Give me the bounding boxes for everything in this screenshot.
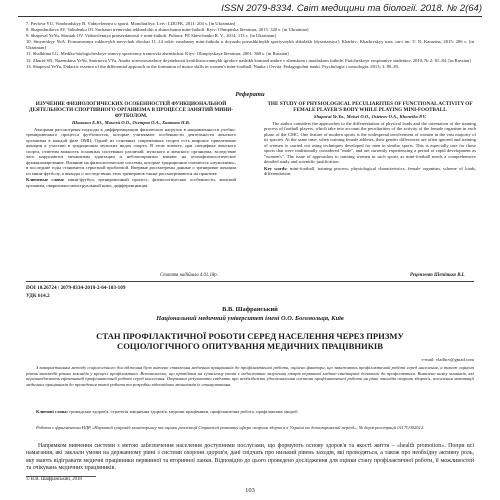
article-intro-paragraph: Напрямком вивчення системи з метою забезпечення населення доступними послугами, що формують основу здоров'я та якості життя – «health promotion». Попри всі намагання, які заклали умови на державному рівні з системи охорони здоров'я, дані свідчать про низький рівень заходів, які проводяться, а також про необхідну активну роль, яку мають відігравати медичні працівники первинної та вторинної ланки. Відповідно до цього проведено дослідження для оцінки стану профілактичної роботи, її можливостей та очікувань медичних працівників. bbox=[26, 443, 474, 471]
abstract-keywords bbox=[264, 166, 476, 177]
keywords-text: mini-football, training process, physiological characteristics, female organism, scheme of loads, differentiation. bbox=[264, 165, 476, 176]
abstract-title: THE STUDY OF PHYSIOLOGICAL PECULIARITIES OF FUNCTIONAL ACTIVITY OF FEMALE PLAYER'S BODY WHILE PLAYING MINI-FOOTBALL bbox=[267, 101, 473, 113]
article-title: СТАН ПРОФІЛАКТИЧНОЇ РОБОТИ СЕРЕД НАСЕЛЕННЯ ЧЕРЕЗ ПРИЗМУ СОЦІОЛОГІЧНОГО ОПИТУВАННЯ МЕДИЧНИХ ПРАЦІВНИКІВ bbox=[96, 331, 404, 351]
doi-line: DOI 10.26724 / 2079-8334-2018-2-64-103-109 bbox=[26, 285, 126, 291]
udc-line: УДК 614.2 bbox=[26, 293, 50, 299]
reference-list bbox=[26, 21, 474, 70]
reference-item: 8. Shaposhnikova AV, Vakulenko OI. Suchasni trenuvalni tekhnolohii u zhinochomu mini-futboli. Kyiv: Olimpiiska literatura, 2015: 320 s. [in Ukrainian] bbox=[26, 27, 309, 33]
abstract-keywords bbox=[26, 177, 236, 188]
reference-item: 10. Sinyavskyy YuA. Formuvannya rukhovykh navychok divchat 11–14 rokiv zasobamy mini-futbolu u doyazdu pozashkilnykh sportyvnykh shkolakh [dysertatsiya]. Kharkiv: Kharkivskyy nats. un-t im. V. N. Karazina, 2015: 206 s. [in Ukrainian] bbox=[26, 39, 474, 51]
article-abstract: З використанням методу соціологічного дослідження було вивчено ставлення медичних працівників до профілактичної роботи, оцінено фактори, що заважають профілактичній роботі серед населення, а також оцінено рівень взаємодії різних закладів у процесі профілактики. Встановлено, що провідним на сучасному етапі є недостатнє залучення лікарів первинної медико-санітарної допомоги до профілактики. Виявлено низку чинників, які перешкоджають ефективній профілактичній роботі серед населення. Отримані результати свідчать про необхідність удосконалення системи профілактичної роботи на рівні закладів охорони здоров'я, посилення мотивації медичних працівників до проведення такої роботи та розробки відповідних механізмів їх стимулювання. bbox=[26, 365, 474, 387]
reference-item: 9. Shapoval YeYu, Shostak OV. Vidnovlennya pratsezdatnosti v mini-futboli. Poltava: PE Shevchenko R. V., 2014: 113 s. [in Ukrainian] bbox=[26, 33, 276, 39]
reference-item: 13. Shapoval YeYu, Didactic essence of the differential approach in the formation of motor skills in women's mini-football. Nauka i Osvita. Pedagogichni nauki. Psychologia i sotsiologia. 2013; 3: 80–85. bbox=[26, 63, 400, 69]
author-email: e-mail: vladhcv@gmail.com bbox=[421, 357, 474, 362]
abstract-body: The author considers the approaches to the differentiation of physical loads and the orientation of the training process of football players, which take into account the peculiarities of the activity of the female organism in each phase of the CMC. One feature of modern sports is the widespread involvement of women in the vast majority of its species. At the same time, when training female athletes, their gender differences are often ignored and training of women is carried out using techniques developed for men in similar sports. This is especially true for those sports that were traditionally considered "male", and are currently experiencing a period of rapid development as "women's". The issue of approaches to training women in such sports as mini-football needs a comprehensive detailed study and scientific justification. bbox=[264, 120, 476, 164]
reference-item: 11. Shalkhina LG. Mediko-biologicheskoye osnovy sportivnoy trenirovki zhenshchin. Kiyv: Olimpiyskaya literatura, 2001: 360 s. [in Russian] bbox=[26, 51, 289, 57]
keywords-label: Ключевые слова: bbox=[26, 177, 65, 182]
reference-item: 7. Pavlova YU, Vinohradskyy B. Vidnovlennya u sporti. Monohrafiya. Lviv: LDUFK, 2011: 204 s. [in Ukrainian] bbox=[26, 21, 236, 26]
keywords-text: громадське здоров'я, стратегія зміцнення здоров'я, медичні працівники, профілактична робота, профілактика хвороб. bbox=[69, 409, 299, 414]
reviewer-note: Рецензент Шепітько В.І. bbox=[410, 273, 465, 278]
keywords-label: Key words: bbox=[264, 165, 288, 171]
copyright-note: © В.В. Шафранський, 2018 bbox=[26, 477, 82, 482]
keywords-text: мини-футбол, тренировочный процесс, физиологические особенности, женский организм, овариально-менструальный цикл, дифференциация. bbox=[26, 177, 237, 188]
article-author: В.В. Шафранський bbox=[222, 306, 278, 313]
keywords-label: Ключові слова: bbox=[36, 409, 69, 414]
abstract-authors: Shapoval Ye.Yu., Moisei O.O., Osietrov O.A., Khoneiko P.V. bbox=[313, 114, 427, 119]
reference-item: 12. Zhurid SN, Nazemkina YeYu, Smirnova VYa. Analiz sorevnovatelnoy deyatelnosti kvalifitsirovannykh igrokov nashikh komand ambre v zhenskom i muzhskom futbole. Fizicheskoye vospitaniye studentov. 2010; № 2: 81–84. [in Russian] bbox=[26, 57, 471, 63]
received-note: Стаття надійшла 4.01.18р. bbox=[160, 273, 218, 278]
article-keywords bbox=[26, 409, 474, 415]
running-header: ISSN 2079-8334. Світ медицини та біології. 2018. № 2(64) bbox=[18, 2, 482, 17]
abstract-title: ИЗУЧЕНИЕ ФИЗИОЛОГИЧЕСКИХ ОСОБЕННОСТЕЙ ФУНКЦИОНАЛЬНОЙ ДЕЯТЕЛЬНОСТИ СПОРТИВНОГО ОРГАНИЗМА В ПРОЦЕССЕ ЗАНЯТИЙ МИНИ-ФУТБОЛОМ. bbox=[28, 101, 234, 119]
abstracts-heading: Реферати bbox=[235, 91, 265, 98]
abstract-russian bbox=[26, 101, 236, 188]
page-number: 103 bbox=[245, 487, 255, 494]
article-affiliation: Національний медичний університет імені О.О. Богомольця, Київ bbox=[156, 315, 344, 322]
abstract-body: Авторами рассмотрены подходы к дифференциации физических нагрузок в направленности учебно-тренировочного процесса футболисток, которые учитывают особенности деятельности женского организма в каждой фазе ОМЦ. Одной из основных современных спорта есть широкое привлечение женщин к участию в традиционно мужских видах спорта. В этом аспекте, при специфике женского спорта, отметим важность основных системных различий, мужского и женского организма, вследствие чего нарушаются механизмы адаптации и неблагоприятно влияют на психофизиологическое функционирование. Влияние на физиологические системы, которые традиционно считаются «мужскими», в последние годы становится серьезной проблемой. Впервые рассмотрены данные о тренировке женщин по мини-футболу, а выводы о последствиях этих тренировок также рассматриваются на практике. bbox=[26, 126, 236, 176]
abstract-authors: Шаповал Е.Ю., Моисей О.О., Осетров О.А., Ханюков П.В. bbox=[72, 120, 190, 125]
section-divider bbox=[26, 281, 474, 282]
abstract-english bbox=[264, 101, 476, 177]
funding-note: Робота є фрагментом НДР «Науковий супровід моніторингу та оцінки реалізації Стратегії розвитку сфери охорони здоров'я в Україні на довготривалий період», № держреєстрації 0117U002612. bbox=[36, 425, 425, 430]
